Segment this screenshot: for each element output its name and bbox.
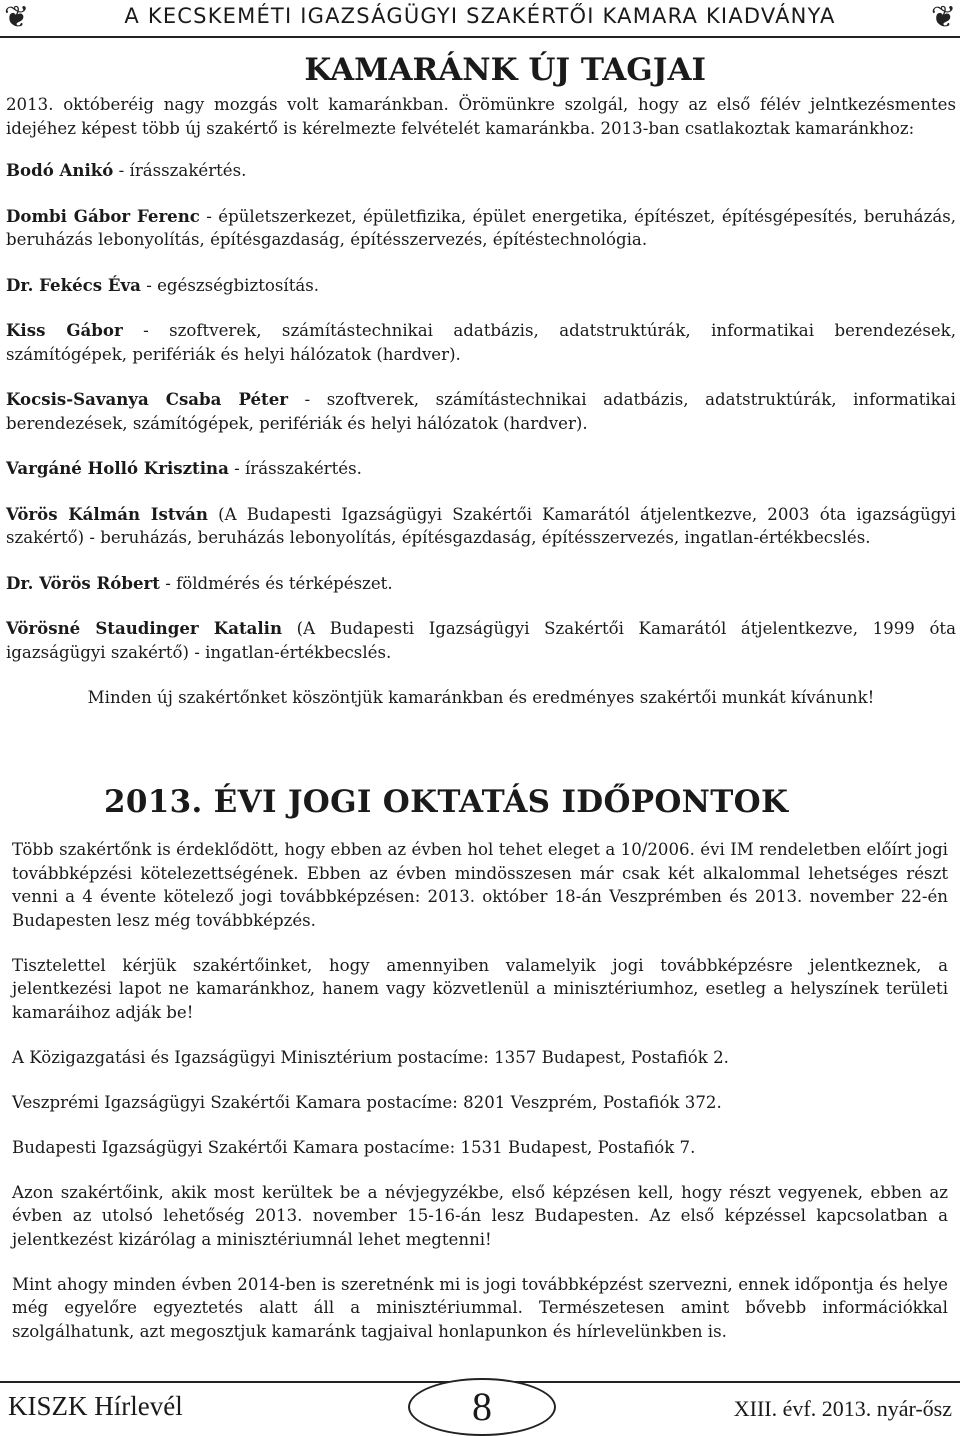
member-entry bbox=[6, 457, 956, 481]
member-name: Kocsis-Savanya Csaba Péter bbox=[6, 389, 288, 409]
postal-address-ministry: A Közigazgatási és Igazságügyi Minisztérium postacíme: 1357 Budapest, Postafiók 2. bbox=[12, 1047, 729, 1067]
member-name: Vörös Kálmán István bbox=[6, 503, 208, 524]
member-name: Dr. Vörös Róbert bbox=[6, 572, 160, 593]
member-description: - földmérés és térképészet. bbox=[159, 573, 393, 593]
header-rule bbox=[0, 36, 960, 38]
member-description: (A Budapesti Igazságügyi Szakértői Kamarától átjelentkezve, 1999 óta igazságügyi szakértő) - ingatlan-értékbecslés. bbox=[6, 619, 956, 662]
member-entry bbox=[6, 503, 956, 550]
section-title-new-members: KAMARÁNK ÚJ TAGJAI bbox=[304, 52, 706, 88]
training-paragraph: Mint ahogy minden évben 2014-ben is szeretnénk mi is jogi továbbképzést szervezni, ennek időpontja és helye még egyelőre egyeztetés alatt áll a minisztériummal. Természetesen amint bővebb információkkal szolgálhatunk, azt megosztjuk kamaránk tagjaival honlapunkon és hírlevelünkben is. bbox=[12, 1274, 948, 1341]
member-entry bbox=[6, 319, 956, 366]
page-number: 8 bbox=[472, 1384, 492, 1429]
intro-paragraph: 2013. októberéig nagy mozgás volt kamaránkban. Örömünkre szolgál, hogy az első félév jelntkezésmentes idejéhez képest több új szakértő is kérelmezte felvételét kamaránkba. 2013-ban csatlakoztak kamaránkhoz: bbox=[6, 95, 956, 138]
member-name: Bodó Anikó bbox=[6, 160, 114, 180]
member-description: - írásszakértés. bbox=[228, 459, 362, 478]
member-name: Dombi Gábor Ferenc bbox=[6, 205, 200, 226]
new-members-section bbox=[6, 93, 956, 732]
member-description: - szoftverek, számítástechnikai adatbázis, adatstruktúrák, informatikai berendezések, számítógépek, perifériák és helyi hálózatok (hardver). bbox=[6, 390, 956, 433]
member-name: Dr. Fekécs Éva bbox=[6, 274, 141, 295]
publication-header-title: A KECSKEMÉTI IGAZSÁGÜGYI SZAKÉRTŐI KAMARA KIADVÁNYA bbox=[124, 4, 836, 28]
postal-address-veszprem: Veszprémi Igazságügyi Szakértői Kamara postacíme: 8201 Veszprém, Postafiók 372. bbox=[12, 1092, 722, 1112]
training-paragraph: Azon szakértőink, akik most kerültek be a névjegyzékbe, első képzésen kell, hogy részt vegyenek, ebben az évben az utolsó lehetőség 2013. november 15-16-án lesz Budapesten. Az első képzéssel kapcsolatban a jelentkezést kizárólag a minisztériumnál lehet megtenni! bbox=[12, 1182, 948, 1249]
member-entry bbox=[6, 572, 956, 596]
member-name: Vargáné Holló Krisztina bbox=[6, 458, 229, 478]
member-name: Vörösné Staudinger Katalin bbox=[6, 618, 283, 638]
page-header bbox=[0, 0, 960, 38]
member-description: - épületszerkezet, épületfizika, épület energetika, építészet, építésgépesítés, beruházás, beruházás lebonyolítás, építésgazdaság, építésszervezés, építéstechnológia. bbox=[6, 206, 956, 249]
member-description: - írásszakértés. bbox=[113, 161, 247, 180]
training-paragraph: Tisztelettel kérjük szakértőinket, hogy amennyiben valamelyik jogi továbbképzésre jelentkeznek, a jelentkezési lapot ne kamaránkhoz, hanem vagy közvetlenül a minisztériumhoz, esetleg a helyszínek területi kamaráihoz adják be! bbox=[12, 955, 948, 1022]
footer-publication-name: KISZK Hírlevél bbox=[8, 1391, 183, 1421]
member-description: (A Budapesti Igazságügyi Szakértői Kamarától átjelentkezve, 2003 óta igazságügyi szakértő) - beruházás, beruházás lebonyolítás, építésgazdaság, építésszervezés, ingatlan-értékbecslés. bbox=[6, 504, 956, 547]
training-paragraph: Több szakértőnk is érdeklődött, hogy ebben az évben hol tehet eleget a 10/2006. évi IM rendeletben előírt jogi továbbképzési kötelezettségének. Ebben az évben mindösszesen már csak két alkalommal lehetséges részt venni a 4 évente kötelező jogi továbbképzésen: 2013. október 18-án Veszprémben és 2013. november 22-én Budapesten lesz még továbbképzés. bbox=[12, 840, 948, 930]
member-entry bbox=[6, 159, 956, 183]
member-description: - egészségbiztosítás. bbox=[140, 275, 320, 295]
postal-address-budapest: Budapesti Igazságügyi Szakértői Kamara postacíme: 1531 Budapest, Postafiók 7. bbox=[12, 1137, 696, 1157]
ornament-icon-left: ❦ bbox=[4, 0, 30, 35]
ornament-icon-right: ❦ bbox=[930, 0, 956, 35]
member-entry bbox=[6, 617, 956, 664]
member-name: Kiss Gábor bbox=[6, 320, 123, 340]
page-footer bbox=[0, 1378, 960, 1436]
member-entry bbox=[6, 205, 956, 252]
member-entry bbox=[6, 388, 956, 435]
member-entry bbox=[6, 274, 956, 298]
member-description: - szoftverek, számítástechnikai adatbázis, adatstruktúrák, informatikai berendezések, számítógépek, perifériák és helyi hálózatok (hardver). bbox=[6, 321, 956, 364]
welcome-message: Minden új szakértőnket köszöntjük kamaránkban és eredményes szakértői munkát kívánunk! bbox=[87, 688, 875, 707]
section-title-legal-training: 2013. ÉVI JOGI OKTATÁS IDŐPONTOK bbox=[104, 784, 789, 820]
legal-training-section bbox=[12, 838, 948, 1365]
footer-issue: XIII. évf. 2013. nyár-ősz bbox=[733, 1396, 952, 1421]
